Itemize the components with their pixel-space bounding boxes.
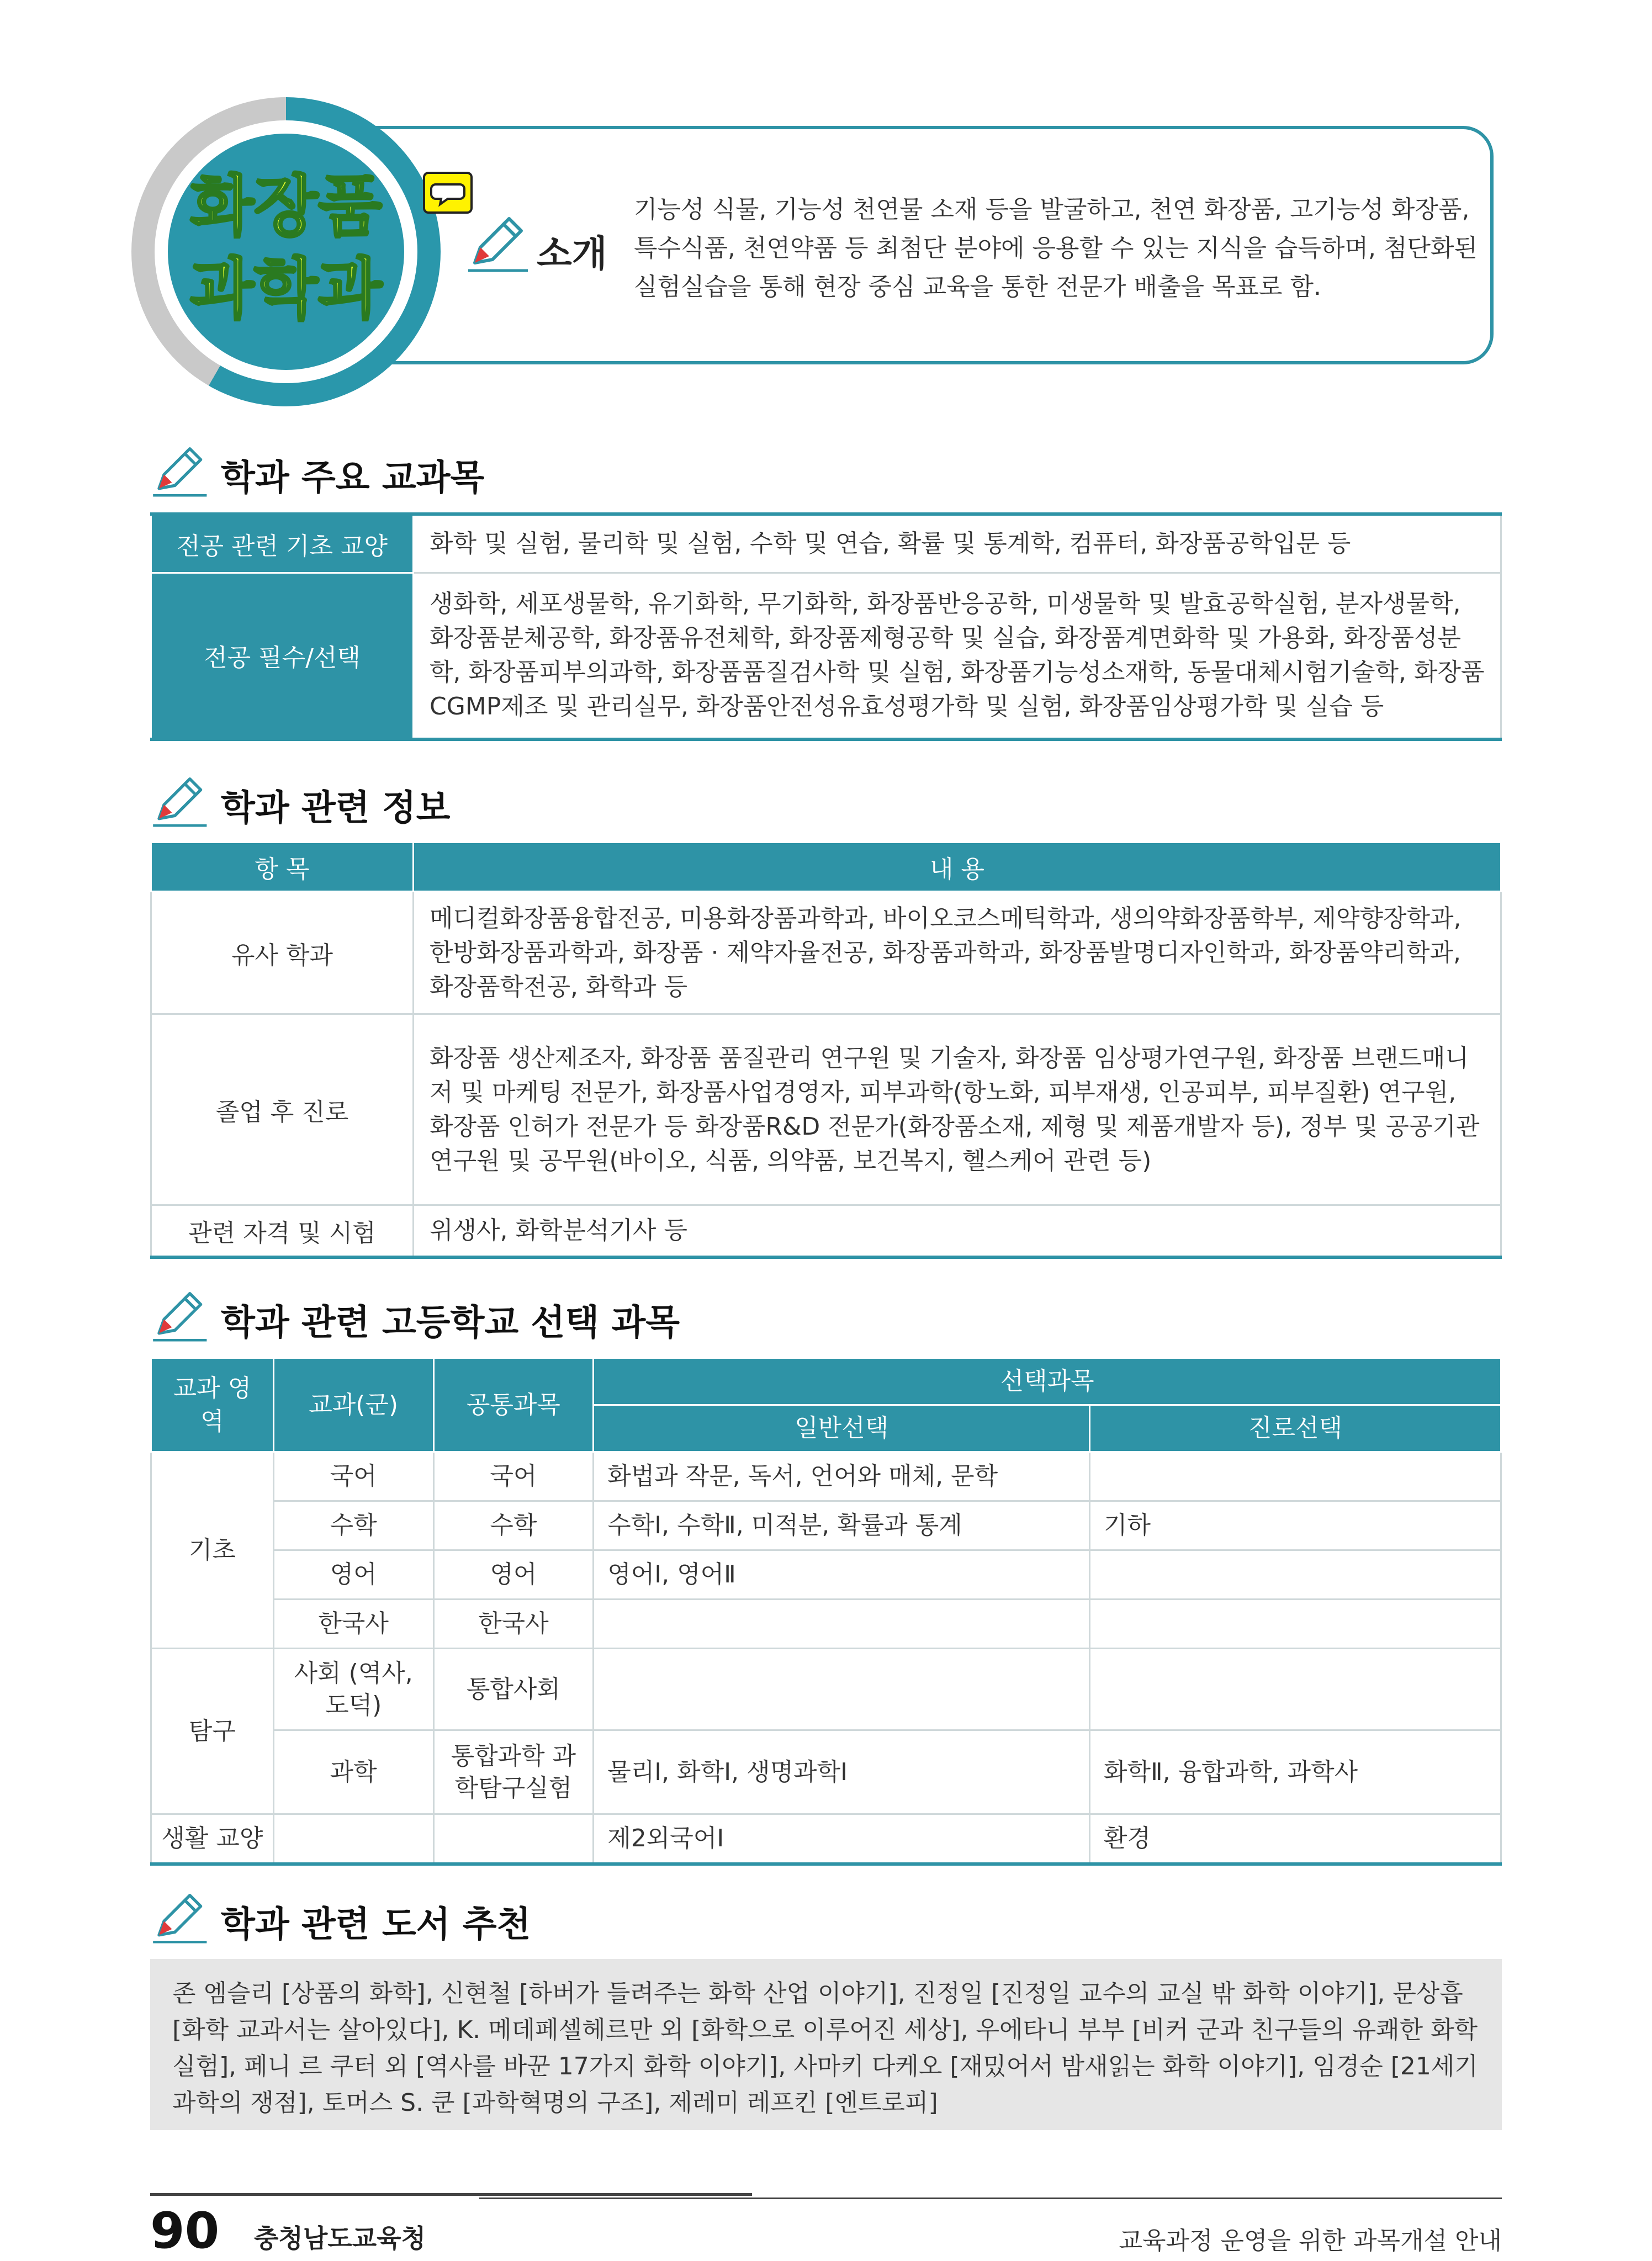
table-row — [151, 1550, 1501, 1600]
header-area: 교과 영역 — [151, 1358, 274, 1452]
group-cell — [273, 1814, 433, 1865]
group-cell: 영어 — [273, 1550, 433, 1600]
row-label: 관련 자격 및 시험 — [151, 1205, 414, 1257]
group-cell: 한국사 — [273, 1600, 433, 1649]
row-content: 생화학, 세포생물학, 유기화학, 무기화학, 화장품반응공학, 미생물학 및 발효공학실험, 분자생물학, 화장품분체공학, 화장품유전체학, 화장품제형공학 및 실습, 화장품계면화학 및 가용화, 화장품성분학, 화장품피부의과학, 화장품품질검사학 및 실험, 화장품기능성소재학, 동물대체시험기술학, 화장품CGMP제조 및 관리실무, 화장품안전성유효성평가학 및 실험, 화장품임상평가학 및 실습 등 — [414, 573, 1501, 739]
common-cell: 국어 — [433, 1452, 594, 1501]
header-common: 공통과목 — [433, 1358, 594, 1452]
section-title: 학과 관련 도서 추천 — [221, 1904, 531, 1945]
department-badge — [168, 166, 404, 331]
career-cell — [1089, 1600, 1501, 1649]
table-row — [151, 1014, 1501, 1205]
table-row — [151, 1649, 1501, 1730]
section-title: 학과 관련 고등학교 선택 과목 — [221, 1302, 680, 1343]
common-cell — [433, 1814, 594, 1865]
general-cell — [594, 1649, 1090, 1730]
section-courses-header — [149, 442, 977, 502]
section-title: 학과 관련 정보 — [221, 788, 451, 829]
common-cell: 한국사 — [433, 1600, 594, 1649]
badge-line1: 화장품 — [190, 168, 382, 245]
career-cell — [1089, 1649, 1501, 1730]
hs-subjects-table — [150, 1357, 1502, 1866]
table-row — [151, 1814, 1501, 1865]
book-recommendations: 존 엠슬리 [상품의 화학], 신현철 [하버가 들려주는 화학 산업 이야기], 진정일 [진정일 교수의 교실 밖 화학 이야기], 문상흡 [화학 교과서는 살아있다], K. 메데페셀헤르만 외 [화학으로 이루어진 세상], 우에타니 부부 [비커 군과 친구들의 유쾌한 화학 실험], 페니 르 쿠터 외 [역사를 바꾼 17가지 화학 이야기], 사마키 다케오 [재밌어서 밤새읽는 화학 이야기], 임경순 [21세기 과학의 쟁점], 토머스 S. 쿤 [과학혁명의 구조], 제레미 레프킨 [엔트로피] — [150, 1959, 1502, 2130]
general-cell: 물리Ⅰ, 화학Ⅰ, 생명과학Ⅰ — [594, 1730, 1090, 1814]
group-cell: 국어 — [273, 1452, 433, 1501]
general-cell: 영어Ⅰ, 영어Ⅱ — [594, 1550, 1090, 1600]
common-cell: 통합사회 — [433, 1649, 594, 1730]
general-cell: 제2외국어Ⅰ — [594, 1814, 1090, 1865]
row-label: 졸업 후 진로 — [151, 1014, 414, 1205]
common-cell: 영어 — [433, 1550, 594, 1600]
table-row — [151, 1452, 1501, 1501]
badge-line2: 과학과 — [190, 251, 382, 328]
table-header-row — [151, 1358, 1501, 1405]
row-content: 위생사, 화학분석기사 등 — [414, 1205, 1501, 1257]
group-cell: 과학 — [273, 1730, 433, 1814]
row-label: 전공 관련 기초 교양 — [151, 514, 414, 573]
table-row — [151, 514, 1501, 573]
row-content: 화장품 생산제조자, 화장품 품질관리 연구원 및 기술자, 화장품 임상평가연구원, 화장품 브랜드매니저 및 마케팅 전문가, 화장품사업경영자, 피부과학(항노화, 피부재생, 인공피부, 피부질환) 연구원, 화장품 인허가 전문가 등 화장품R&D 전문가(화장품소재, 제형 및 제품개발자 등), 정부 및 공공기관 연구원 및 공무원(바이오, 식품, 의약품, 보건복지, 헬스케어 관련 등) — [414, 1014, 1501, 1205]
general-cell: 화법과 작문, 독서, 언어와 매체, 문학 — [594, 1452, 1090, 1501]
table-row — [151, 1730, 1501, 1814]
general-cell: 수학Ⅰ, 수학Ⅱ, 미적분, 확률과 통계 — [594, 1501, 1090, 1550]
header-content: 내 용 — [414, 843, 1501, 892]
section-books-header — [149, 1888, 977, 1949]
section-hs-header — [149, 1286, 977, 1347]
career-cell — [1089, 1550, 1501, 1600]
area-basic: 기초 — [151, 1452, 274, 1649]
career-cell: 화학Ⅱ, 융합과학, 과학사 — [1089, 1730, 1501, 1814]
table-row — [151, 892, 1501, 1014]
career-cell: 환경 — [1089, 1814, 1501, 1865]
row-content: 화학 및 실험, 물리학 및 실험, 수학 및 연습, 확률 및 통계학, 컴퓨터, 화장품공학입문 등 — [414, 514, 1501, 573]
table-row — [151, 573, 1501, 739]
intro-label: 소개 — [537, 232, 607, 275]
section-info-header — [149, 772, 977, 833]
row-label: 전공 필수/선택 — [151, 573, 414, 739]
common-cell: 수학 — [433, 1501, 594, 1550]
courses-table — [150, 512, 1502, 741]
header-career: 진로선택 — [1089, 1405, 1501, 1452]
table-header-row — [151, 843, 1501, 892]
group-cell: 사회 (역사,도덕) — [273, 1649, 433, 1730]
info-table — [150, 841, 1502, 1259]
table-row — [151, 1501, 1501, 1550]
area-inquiry: 탐구 — [151, 1649, 274, 1814]
pencil-icon — [149, 1286, 209, 1347]
header-general: 일반선택 — [594, 1405, 1090, 1452]
row-label: 유사 학과 — [151, 892, 414, 1014]
table-row — [151, 1205, 1501, 1257]
section-title: 학과 주요 교과목 — [221, 458, 485, 499]
table-row — [151, 1600, 1501, 1649]
career-cell — [1089, 1452, 1501, 1501]
header-group: 교과(군) — [273, 1358, 433, 1452]
pencil-icon — [464, 214, 530, 275]
header-elective: 선택과목 — [594, 1358, 1501, 1405]
page-number: 90 — [150, 2202, 220, 2260]
career-cell: 기하 — [1089, 1501, 1501, 1550]
pencil-icon — [149, 772, 209, 833]
row-content: 메디컬화장품융합전공, 미용화장품과학과, 바이오코스메틱학과, 생의약화장품학부, 제약향장학과, 한방화장품과학과, 화장품 · 제약자율전공, 화장품과학과, 화장품발명디자인학과, 화장품약리학과, 화장품학전공, 화학과 등 — [414, 892, 1501, 1014]
general-cell — [594, 1600, 1090, 1649]
footer-divider — [150, 2193, 752, 2196]
header-item: 항 목 — [151, 843, 414, 892]
area-life: 생활 교양 — [151, 1814, 274, 1865]
group-cell: 수학 — [273, 1501, 433, 1550]
pencil-icon — [149, 442, 209, 502]
speech-bubble-icon — [422, 171, 473, 214]
common-cell: 통합과학 과학탐구실험 — [433, 1730, 594, 1814]
pencil-icon — [149, 1888, 209, 1949]
footer-organization: 충청남도교육청 — [254, 2223, 426, 2253]
footer-divider — [479, 2198, 1502, 2199]
footer-title: 교육과정 운영을 위한 과목개설 안내 — [1119, 2227, 1502, 2255]
intro-text: 기능성 식물, 기능성 천연물 소재 등을 발굴하고, 천연 화장품, 고기능성 화장품, 특수식품, 천연약품 등 최첨단 분야에 응용할 수 있는 지식을 습득하며, 첨단화된 실험실습을 통해 현장 중심 교육을 통한 전문가 배출을 목표로 함. — [634, 195, 1478, 301]
